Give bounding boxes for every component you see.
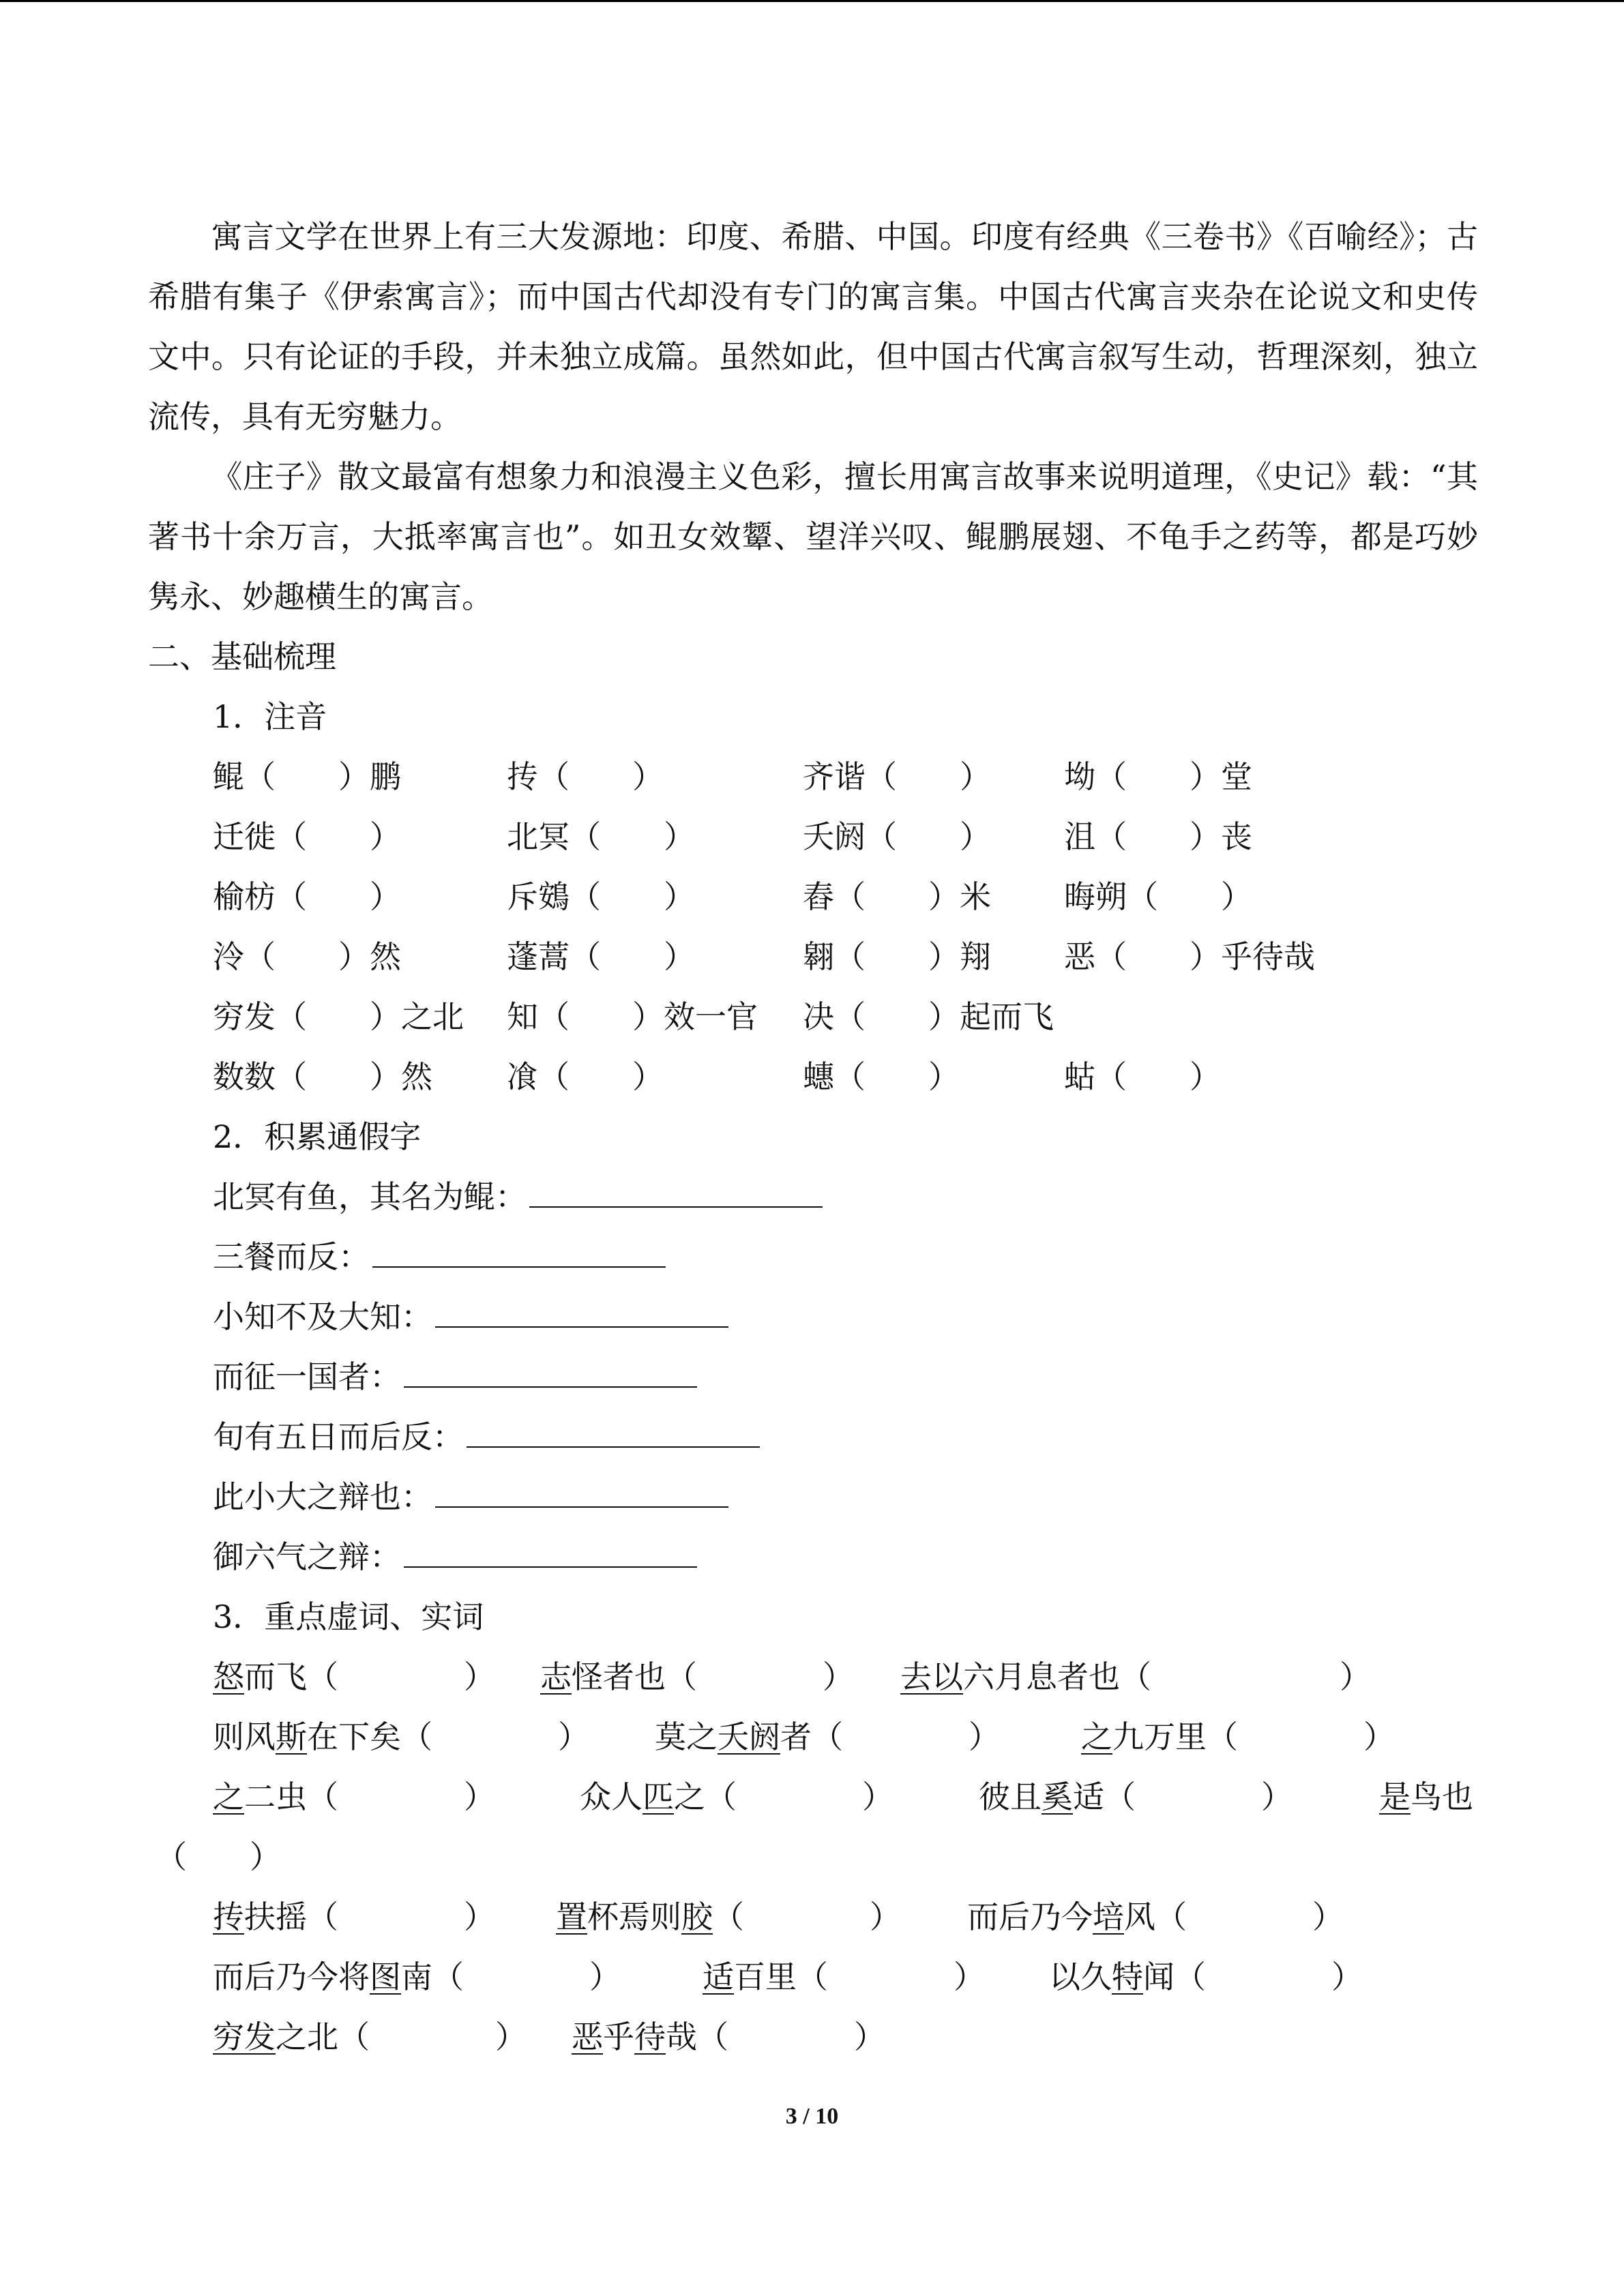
pinyin-cell: 翱（ ）翔 [803,938,991,975]
pinyin-cell: 齐谐（ ） [803,758,991,795]
xuci-heading: 3．重点虚词、实词 [213,1598,484,1635]
pinyin-cell: 北冥（ ） [507,818,695,855]
pinyin-cell: 蓬蒿（ ） [507,938,695,975]
xuci-item: 之九万里（ ） [1081,1718,1395,1755]
tongjia-item: 而征一国者： [213,1356,697,1397]
answer-blank[interactable] [467,1416,760,1448]
answer-blank[interactable] [404,1356,697,1388]
pinyin-cell: 舂（ ）米 [803,878,991,915]
tongjia-item: 旬有五日而后反： [213,1416,760,1457]
pinyin-cell: 数数（ ）然 [213,1058,432,1095]
tongjia-item: 三餐而反： [213,1236,666,1277]
xuci-item: 众人匹之（ ） [580,1778,894,1815]
pinyin-cell: 决（ ）起而飞 [803,998,1054,1035]
section-title: 二、基础梳理 [148,638,336,675]
xuci-item: 穷发之北（ ） [213,2018,527,2055]
xuci-item: 彼且奚适（ ） [979,1778,1293,1815]
xuci-item: 是鸟也 [1379,1778,1473,1815]
pinyin-cell: 鲲（ ）鹏 [213,758,401,795]
pinyin-cell: 蛄（ ） [1064,1058,1221,1095]
page-number: 3 / 10 [785,2104,839,2129]
pinyin-cell: 斥鴳（ ） [507,878,695,915]
xuci-item: 而后乃今培风（ ） [967,1898,1344,1935]
tongjia-item: 此小大之辩也： [213,1476,728,1517]
pinyin-cell: 榆枋（ ） [213,878,401,915]
xuci-item: 志怪者也（ ） [540,1658,854,1695]
answer-blank[interactable] [404,1536,697,1568]
pinyin-cell: 沮（ ）丧 [1064,818,1252,855]
xuci-row-wrap: （ ） [156,1838,281,1875]
pinyin-cell: 知（ ）效一官 [507,998,758,1035]
intro-paragraph-1: 寓言文学在世界上有三大发源地：印度、希腊、中国。印度有经典《三卷书》《百喻经》；古希腊有集子《伊索寓言》；而中国古代却没有专门的寓言集。中国古代寓言夹杂在论说文和史传文中。只有论证的手段，并未独立成篇。虽然如此，但中国古代寓言叙写生动，哲理深刻，独立流传，具有无穷魅力。 [148,218,1478,435]
tongjia-heading: 2．积累通假字 [213,1118,422,1155]
pinyin-cell: 迁徙（ ） [213,818,401,855]
pinyin-cell: 晦朔（ ） [1064,878,1252,915]
xuci-item: 则风斯在下矣（ ） [213,1718,589,1755]
tongjia-item: 御六气之辩： [213,1536,697,1577]
pinyin-cell: 抟（ ） [507,758,664,795]
intro-paragraph-2: 《庄子》散文最富有想象力和浪漫主义色彩，擅长用寓言故事来说明道理，《史记》载：“其著书十余万言，大抵率寓言也”。如丑女效颦、望洋兴叹、鲲鹏展翅、不龟手之药等，都是巧妙隽永、妙趣横生的寓言。 [148,458,1478,615]
pinyin-cell: 夭阏（ ） [803,818,991,855]
xuci-item: 莫之夭阏者（ ） [655,1718,1000,1755]
xuci-item: 适百里（ ） [703,1958,985,1995]
pinyin-cell: 坳（ ）堂 [1064,758,1252,795]
pinyin-cell: 穷发（ ）之北 [213,998,464,1035]
pinyin-cell: 飡（ ） [507,1058,664,1095]
pinyin-cell: 蟪（ ） [803,1058,960,1095]
xuci-item: 而后乃今将图南（ ） [213,1958,621,1995]
answer-blank[interactable] [529,1176,823,1208]
answer-blank[interactable] [435,1296,728,1328]
xuci-item: 以久特闻（ ） [1049,1958,1363,1995]
xuci-item: 置杯焉则胶（ ） [556,1898,901,1935]
pinyin-cell: 泠（ ）然 [213,938,401,975]
answer-blank[interactable] [435,1476,728,1508]
tongjia-item: 北冥有鱼，其名为鲲： [213,1176,823,1217]
xuci-item: 恶乎待哉（ ） [572,2018,885,2055]
pinyin-cell: 恶（ ）乎待哉 [1064,938,1315,975]
xuci-item: 抟扶摇（ ） [213,1898,495,1935]
xuci-item: 去以六月息者也（ ） [900,1658,1371,1695]
answer-blank[interactable] [372,1236,666,1268]
xuci-item: 怒而飞（ ） [213,1658,495,1695]
pinyin-heading: 1．注音 [213,698,327,735]
xuci-item: 之二虫（ ） [213,1778,495,1815]
tongjia-item: 小知不及大知： [213,1296,728,1337]
